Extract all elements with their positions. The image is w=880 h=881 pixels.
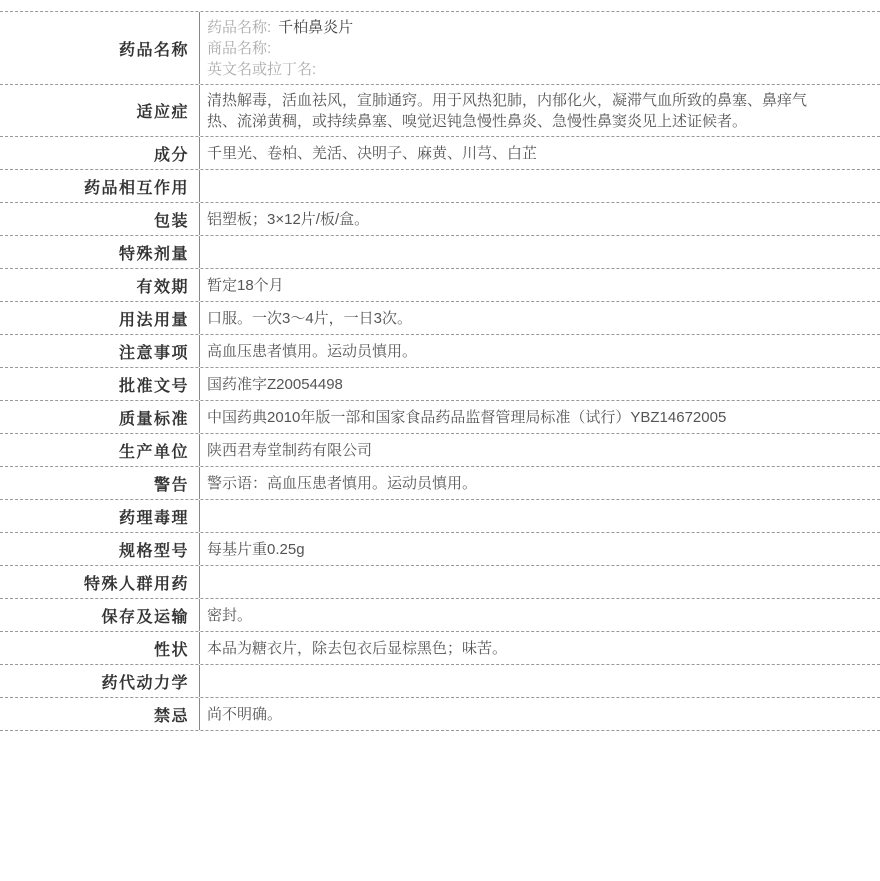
row-value-text: 高血压患者慎用。运动员慎用。 bbox=[207, 342, 418, 360]
table-row-description bbox=[0, 632, 880, 665]
row-value bbox=[200, 632, 880, 664]
row-value-text: 密封。 bbox=[207, 606, 253, 624]
row-value bbox=[200, 170, 880, 202]
row-value bbox=[200, 533, 880, 565]
row-value-text: 暂定18个月 bbox=[207, 276, 284, 294]
drug-name-line bbox=[207, 17, 353, 38]
table-row-special-populations bbox=[0, 566, 880, 599]
drug-name-value: 千柏鼻炎片 bbox=[278, 18, 354, 36]
row-value bbox=[200, 698, 880, 730]
row-value bbox=[200, 302, 880, 334]
table-row-warning bbox=[0, 467, 880, 500]
table-row-drug-name bbox=[0, 12, 880, 85]
table-row-indications bbox=[0, 85, 880, 137]
table-row-ingredients bbox=[0, 137, 880, 170]
row-value-text: 铝塑板；3×12片/板/盒。 bbox=[207, 210, 370, 228]
row-value bbox=[200, 269, 880, 301]
table-row-dosage-usage bbox=[0, 302, 880, 335]
table-row-pharmacology-toxicology bbox=[0, 500, 880, 533]
row-label: 包装 bbox=[0, 203, 200, 235]
row-label: 特殊剂量 bbox=[0, 236, 200, 268]
row-label: 性状 bbox=[0, 632, 200, 664]
row-value-text: 清热解毒，活血祛风，宣肺通窍。用于风热犯肺，内郁化火，凝滞气血所致的鼻塞、鼻痒气热、流涕黄稠，或持续鼻塞、嗅觉迟钝急慢性鼻炎、急慢性鼻窦炎见上述证候者。 bbox=[207, 91, 808, 130]
table-row-special-dosage bbox=[0, 236, 880, 269]
row-label: 药品名称 bbox=[0, 12, 200, 84]
row-value bbox=[200, 12, 880, 84]
row-value-text: 本品为糖衣片，除去包衣后显棕黑色；味苦。 bbox=[207, 639, 508, 657]
row-value bbox=[200, 500, 880, 532]
row-value-text: 千里光、卷柏、羌活、决明子、麻黄、川芎、白芷 bbox=[207, 144, 538, 162]
table-row-storage-transport bbox=[0, 599, 880, 632]
drug-info-table bbox=[0, 11, 880, 731]
row-label: 适应症 bbox=[0, 85, 200, 136]
table-row-shelf-life bbox=[0, 269, 880, 302]
trade-name-prefix: 商品名称: bbox=[207, 39, 272, 57]
row-value-text: 警示语：高血压患者慎用。运动员慎用。 bbox=[207, 474, 478, 492]
row-label: 药品相互作用 bbox=[0, 170, 200, 202]
table-row-contraindications bbox=[0, 698, 880, 731]
table-row-pharmacokinetics bbox=[0, 665, 880, 698]
row-value bbox=[200, 335, 880, 367]
row-value bbox=[200, 137, 880, 169]
row-value bbox=[200, 368, 880, 400]
row-label: 药理毒理 bbox=[0, 500, 200, 532]
table-row-quality-standard bbox=[0, 401, 880, 434]
row-label: 药代动力学 bbox=[0, 665, 200, 697]
row-value bbox=[200, 85, 880, 136]
row-label: 成分 bbox=[0, 137, 200, 169]
row-value bbox=[200, 467, 880, 499]
trade-name-line bbox=[207, 38, 353, 59]
row-label: 警告 bbox=[0, 467, 200, 499]
row-value-text: 中国药典2010年版一部和国家食品药品监督管理局标准（试行）YBZ14672005 bbox=[207, 408, 727, 426]
table-row-packaging bbox=[0, 203, 880, 236]
row-value bbox=[200, 401, 880, 433]
row-value-text: 每基片重0.25g bbox=[207, 540, 305, 558]
row-value-text: 口服。一次3～4片，一日3次。 bbox=[207, 309, 413, 327]
row-label: 保存及运输 bbox=[0, 599, 200, 631]
row-value-text: 陕西君寿堂制药有限公司 bbox=[207, 441, 373, 459]
row-label: 禁忌 bbox=[0, 698, 200, 730]
row-value bbox=[200, 599, 880, 631]
table-row-manufacturer bbox=[0, 434, 880, 467]
table-row-precautions bbox=[0, 335, 880, 368]
row-value bbox=[200, 203, 880, 235]
row-value-text: 国药准字Z20054498 bbox=[207, 375, 343, 393]
row-label: 生产单位 bbox=[0, 434, 200, 466]
row-label: 用法用量 bbox=[0, 302, 200, 334]
drug-name-prefix: 药品名称: bbox=[207, 18, 272, 36]
row-value bbox=[200, 566, 880, 598]
row-value bbox=[200, 236, 880, 268]
latin-name-line bbox=[207, 59, 353, 80]
table-row-approval-number bbox=[0, 368, 880, 401]
drug-name-lines bbox=[207, 17, 353, 80]
row-value-text: 尚不明确。 bbox=[207, 705, 283, 723]
row-label: 注意事项 bbox=[0, 335, 200, 367]
row-label: 规格型号 bbox=[0, 533, 200, 565]
row-label: 质量标准 bbox=[0, 401, 200, 433]
table-row-drug-interactions bbox=[0, 170, 880, 203]
latin-name-prefix: 英文名或拉丁名: bbox=[207, 60, 317, 78]
row-label: 有效期 bbox=[0, 269, 200, 301]
row-label: 特殊人群用药 bbox=[0, 566, 200, 598]
row-label: 批准文号 bbox=[0, 368, 200, 400]
table-row-specification bbox=[0, 533, 880, 566]
row-value bbox=[200, 665, 880, 697]
row-value bbox=[200, 434, 880, 466]
